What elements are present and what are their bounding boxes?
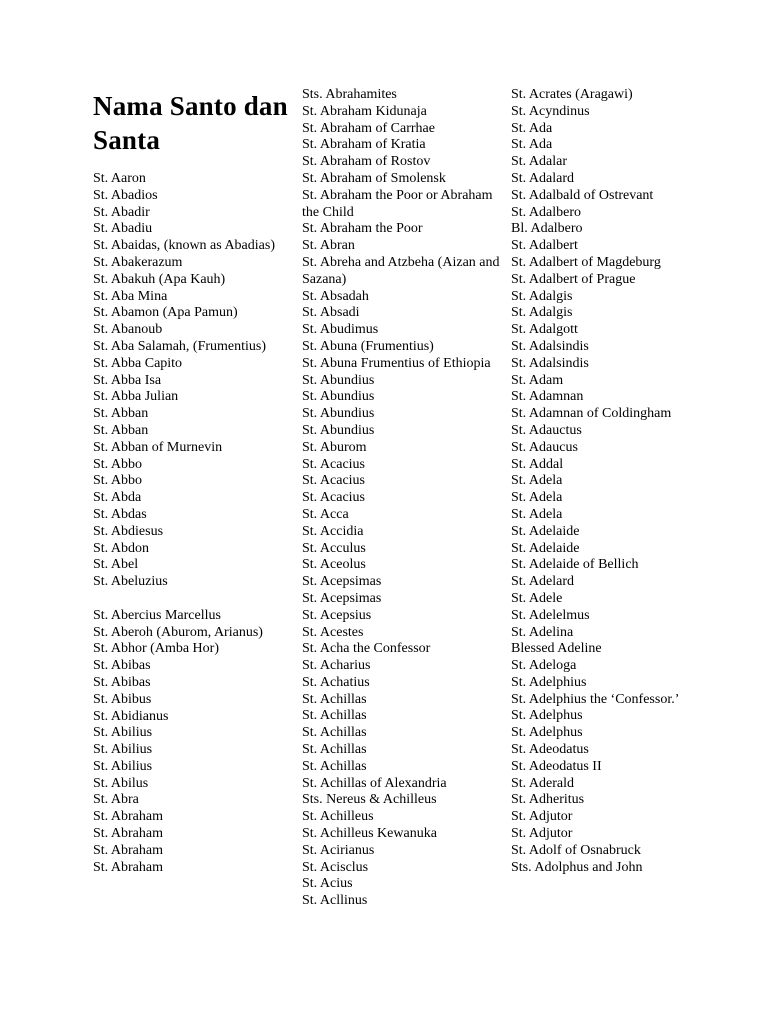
saint-name-entry: St. Abilus (93, 775, 149, 791)
saint-name-entry: Bl. Adalbero (511, 221, 583, 237)
saint-name-entry: St. Adelaide (511, 523, 580, 539)
saint-name-entry: St. Acca (302, 506, 349, 522)
saint-name-entry: St. Abraham the Poor or Abraham the Child (302, 187, 493, 220)
saint-name-entry: St. Adelaide (511, 540, 580, 556)
saint-name-entry: St. Adamnan (511, 389, 584, 405)
saint-name-entry: St. Abadios (93, 187, 158, 203)
saint-name-entry: St. Absadi (302, 305, 360, 321)
saint-name-entry: St. Abibas (93, 674, 151, 690)
saint-name-entry: St. Adjutor (511, 826, 573, 842)
saint-name-entry: St. Accidia (302, 523, 364, 539)
saint-name-entry: St. Ada (511, 120, 553, 136)
saint-name-entry: St. Abreha and Atzbeha (Aizan and Sazana) (302, 254, 500, 287)
saint-name-entry: St. Abanoub (93, 322, 163, 338)
saint-name-entry: St. Abilius (93, 725, 153, 741)
saint-name-entry: St. Achilleus Kewanuka (302, 826, 437, 842)
saint-name-entry: St. Adalard (511, 170, 574, 186)
saint-name-entry: St. Abraham of Kratia (302, 137, 426, 153)
saint-name-entry: St. Adelphus (511, 725, 583, 741)
saint-name-entry: St. Acha the Confessor (302, 641, 431, 657)
saint-name-entry: St. Adele (511, 590, 563, 606)
saint-name-entry: St. Abda (93, 490, 142, 506)
saint-name-entry: St. Acestes (302, 624, 364, 640)
saint-name-entry: St. Aba Salamah, (Frumentius) (93, 338, 267, 354)
saint-name-entry: St. Adeloga (511, 658, 577, 674)
saint-name-entry: St. Adelphius the ‘Confessor.’ (511, 691, 680, 707)
saint-name-entry: St. Adalar (511, 154, 567, 170)
saint-name-entry: St. Achatius (302, 674, 370, 690)
saint-name-entry: St. Abbo (93, 456, 143, 472)
saint-name-entry: St. Adam (511, 372, 564, 388)
saint-name-entry: St. Adelelmus (511, 607, 590, 623)
saint-name-entry: St. Abraham (93, 859, 163, 875)
saint-name-entry: St. Adalgis (511, 288, 573, 304)
saint-name-entry: St. Adalbald of Ostrevant (511, 187, 654, 203)
saint-name-entry: St. Abraham of Smolensk (302, 170, 446, 186)
saint-name-entry: St. Adalbero (511, 204, 581, 220)
saint-name-entry: St. Abaidas, (known as Abadias) (93, 238, 275, 254)
saint-name-entry: St. Adalgott (511, 322, 578, 338)
saint-name-entry: St. Abudimus (302, 322, 379, 338)
saint-name-entry: St. Adalsindis (511, 338, 589, 354)
saint-name-entry: St. Adelphus (511, 708, 583, 724)
saint-name-entry: St. Adelina (511, 624, 574, 640)
saint-name-entry: St. Abraham of Carrhae (302, 120, 435, 136)
page-title: Nama Santo dan Santa (93, 91, 288, 155)
saint-name-entry: St. Adolf of Osnabruck (511, 842, 641, 858)
saint-name-entry: St. Aburom (302, 439, 367, 455)
saint-name-entry: St. Abamon (Apa Pamun) (93, 305, 238, 321)
saint-name-entry: St. Adeodatus II (511, 758, 602, 774)
saint-name-entry: St. Adamnan of Coldingham (511, 406, 672, 422)
saint-name-entry: St. Abraham the Poor (302, 221, 423, 237)
saint-name-entry: St. Acisclus (302, 859, 369, 875)
saint-name-entry: Sts. Adolphus and John (511, 859, 643, 875)
saint-name-entry: St. Abran (302, 238, 355, 254)
saint-name-entry: St. Adelard (511, 574, 574, 590)
saint-name-entry: St. Abba Isa (93, 372, 162, 388)
saint-name-entry: St. Addal (511, 456, 564, 472)
saint-name-entry: St. Adaucus (511, 439, 578, 455)
saint-name-entry: St. Acharius (302, 658, 371, 674)
saint-name-entry: St. Abadiu (93, 221, 153, 237)
saint-name-entry: St. Aba Mina (93, 288, 168, 304)
saint-name-entry: St. Abraham (93, 826, 163, 842)
saint-name-entry: St. Adauctus (511, 422, 582, 438)
saint-name-entry: St. Abuna Frumentius of Ethiopia (302, 355, 491, 371)
saint-name-entry: St. Abundius (302, 389, 375, 405)
saint-name-entry: St. Acepsimas (302, 574, 382, 590)
saint-name-entry: St. Adalsindis (511, 355, 589, 371)
saint-name-entry: St. Abilius (93, 758, 153, 774)
saint-name-entry: St. Abhor (Amba Hor) (93, 641, 219, 657)
saint-name-entry: St. Adela (511, 473, 563, 489)
saint-name-entry: St. Abban of Murnevin (93, 439, 223, 455)
saint-name-entry: Sts. Nereus & Achilleus (302, 792, 437, 808)
saint-name-entry: St. Adela (511, 490, 563, 506)
saint-name-entry: St. Acepsimas (302, 590, 382, 606)
saints-column-3 (511, 87, 711, 876)
saint-name-entry: St. Adheritus (511, 792, 585, 808)
saint-name-entry: St. Achillas (302, 708, 367, 724)
saint-name-entry: St. Abdiesus (93, 523, 164, 539)
saint-name-entry: St. Abeluzius (93, 574, 168, 590)
saint-name-entry: St. Acepsius (302, 607, 372, 623)
saint-name-entry: St. Achillas (302, 758, 367, 774)
saint-name-entry: St. Abundius (302, 372, 375, 388)
saint-name-entry: St. Abuna (Frumentius) (302, 338, 434, 354)
saint-name-entry: St. Achillas of Alexandria (302, 775, 447, 791)
saint-name-entry: St. Abundius (302, 406, 375, 422)
saint-name-entry: St. Abakerazum (93, 254, 183, 270)
saint-name-entry: St. Abibus (93, 691, 152, 707)
saint-name-entry: St. Aceolus (302, 557, 366, 573)
saint-name-entry: St. Abercius Marcellus (93, 607, 221, 623)
saint-name-entry: St. Abadir (93, 204, 150, 220)
saint-name-entry: St. Adjutor (511, 809, 573, 825)
saint-name-entry: St. Adelphius (511, 674, 587, 690)
saint-name-entry: Sts. Abrahamites (302, 87, 397, 102)
saint-name-entry: St. Abbo (93, 473, 143, 489)
saints-column-2 (302, 87, 502, 910)
saint-name-entry: St. Adalgis (511, 305, 573, 321)
saint-name-entry: St. Abidianus (93, 708, 169, 724)
saint-name-entry: St. Acacius (302, 473, 365, 489)
saint-name-entry: St. Aberoh (Aburom, Arianus) (93, 624, 263, 640)
saint-name-entry: St. Abraham Kidunaja (302, 103, 427, 119)
saint-name-entry: St. Abraham of Rostov (302, 154, 431, 170)
saint-name-entry: St. Acllinus (302, 893, 368, 909)
saint-name-entry: Blessed Adeline (511, 641, 602, 657)
saint-name-entry: St. Adalbert of Prague (511, 271, 636, 287)
saint-name-entry: St. Abraham (93, 809, 163, 825)
saint-name-entry: St. Adalbert (511, 238, 578, 254)
saint-name-entry: St. Acrates (Aragawi) (511, 87, 633, 102)
saint-name-entry: St. Absadah (302, 288, 369, 304)
saint-name-entry: St. Acius (302, 876, 353, 892)
saint-name-entry: St. Acculus (302, 540, 366, 556)
saint-name-entry: St. Acacius (302, 456, 365, 472)
saint-name-entry: St. Abban (93, 422, 149, 438)
saint-name-entry: St. Adeodatus (511, 742, 589, 758)
saint-name-entry: St. Abban (93, 406, 149, 422)
saint-name-entry: St. Abel (93, 557, 139, 573)
saint-name-entry: St. Abba Capito (93, 355, 183, 371)
saint-name-entry: St. Ada (511, 137, 553, 153)
saint-name-entry: St. Abundius (302, 422, 375, 438)
saint-name-entry: St. Abba Julian (93, 389, 179, 405)
saint-name-entry: St. Achillas (302, 742, 367, 758)
saint-name-entry: St. Acacius (302, 490, 365, 506)
saint-name-entry: St. Aaron (93, 171, 146, 186)
saint-name-entry: St. Abdon (93, 540, 150, 556)
saint-name-entry: St. Abdas (93, 506, 147, 522)
saint-name-entry: St. Adela (511, 506, 563, 522)
saint-name-entry: St. Acyndinus (511, 103, 590, 119)
saint-name-entry: St. Achillas (302, 691, 367, 707)
saint-name-entry: St. Achilleus (302, 809, 374, 825)
saint-name-entry: St. Abilius (93, 742, 153, 758)
saint-name-entry: St. Abraham (93, 842, 163, 858)
saint-name-entry: St. Adalbert of Magdeburg (511, 254, 661, 270)
saint-name-entry: St. Abakuh (Apa Kauh) (93, 271, 226, 287)
saint-name-entry: St. Abibas (93, 658, 151, 674)
saint-name-entry: St. Abra (93, 792, 139, 808)
saint-name-entry: St. Aderald (511, 775, 574, 791)
saint-name-entry: St. Acirianus (302, 842, 375, 858)
saint-name-entry: St. Achillas (302, 725, 367, 741)
saints-column-1 (93, 171, 293, 876)
saint-name-entry: St. Adelaide of Bellich (511, 557, 639, 573)
